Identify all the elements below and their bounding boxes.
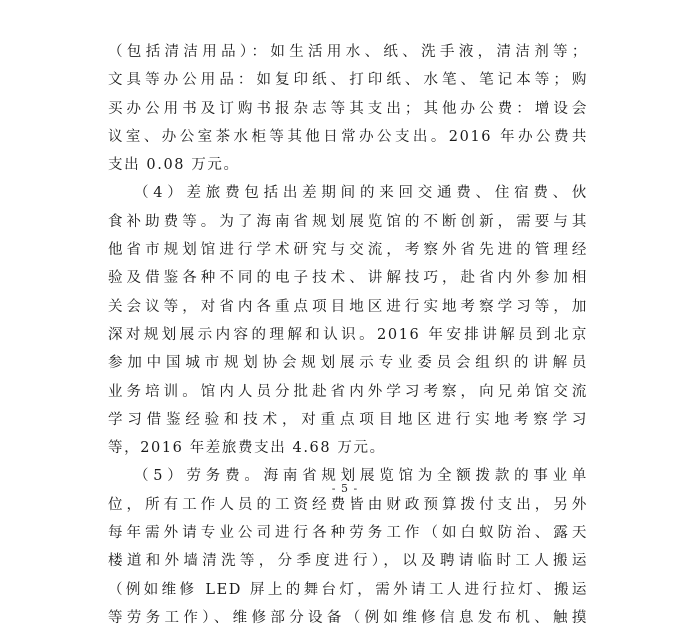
text-line: 支出 0.08 万元。 [108, 157, 240, 174]
text-line: 业务培训。馆内人员分批赴省内外学习考察，向兄弟馆交流 [108, 383, 588, 400]
text-line: 食补助费等。为了海南省规划展览馆的不断创新，需要与其 [108, 213, 588, 230]
text-line: 文具等办公用品：如复印纸、打印纸、水笔、笔记本等；购 [108, 72, 588, 89]
text-line: 验及借鉴各种不同的电子技术、讲解技巧，赴省内外参加相 [108, 270, 588, 287]
text-line: 楼道和外墙清洗等，分季度进行），以及聘请临时工人搬运 [108, 553, 588, 570]
text-line: 参加中国城市规划协会规划展示专业委员会组织的讲解员 [108, 355, 588, 372]
text-line: 他省市规划馆进行学术研究与交流，考察外省先进的管理经 [108, 242, 588, 259]
text-line: 学习借鉴经验和技术，对重点项目地区进行实地考察学习 [108, 411, 588, 428]
page-number: - 5 - [331, 482, 359, 495]
paragraph-heading-labor: （5）劳务费。海南省规划展览馆为全额拨款的事业单 [134, 468, 588, 485]
text-line: 关会议等，对省内各重点项目地区进行实地考察学习等，加 [108, 298, 588, 315]
text-line: （例如维修 LED 屏上的舞台灯，需外请工人进行拉灯、搬运 [108, 581, 588, 598]
paragraph-heading-travel: （4）差旅费包括出差期间的来回交通费、住宿费、伙 [134, 185, 588, 202]
text-line: 每年需外请专业公司进行各种劳务工作（如白蚁防治、露天 [108, 525, 588, 542]
text-line: 深对规划展示内容的理解和认识。2016 年安排讲解员到北京 [108, 326, 588, 343]
text-line: 位，所有工作人员的工资经费皆由财政预算拨付支出，另外 [108, 496, 588, 513]
text-line: 买办公用书及订购书报杂志等其支出；其他办公费：增设会 [108, 100, 588, 117]
text-line: （包括清洁用品）：如生活用水、纸、洗手液，清洁剂等； [108, 44, 588, 60]
text-line: 议室、办公室茶水柜等其他日常办公支出。2016 年办公费共 [108, 128, 588, 145]
text-line: 等，2016 年差旅费支出 4.68 万元。 [108, 440, 386, 457]
body-text [108, 38, 588, 632]
text-line: 等劳务工作）、维修部分设备（例如维修信息发布机、触摸 [108, 609, 588, 626]
